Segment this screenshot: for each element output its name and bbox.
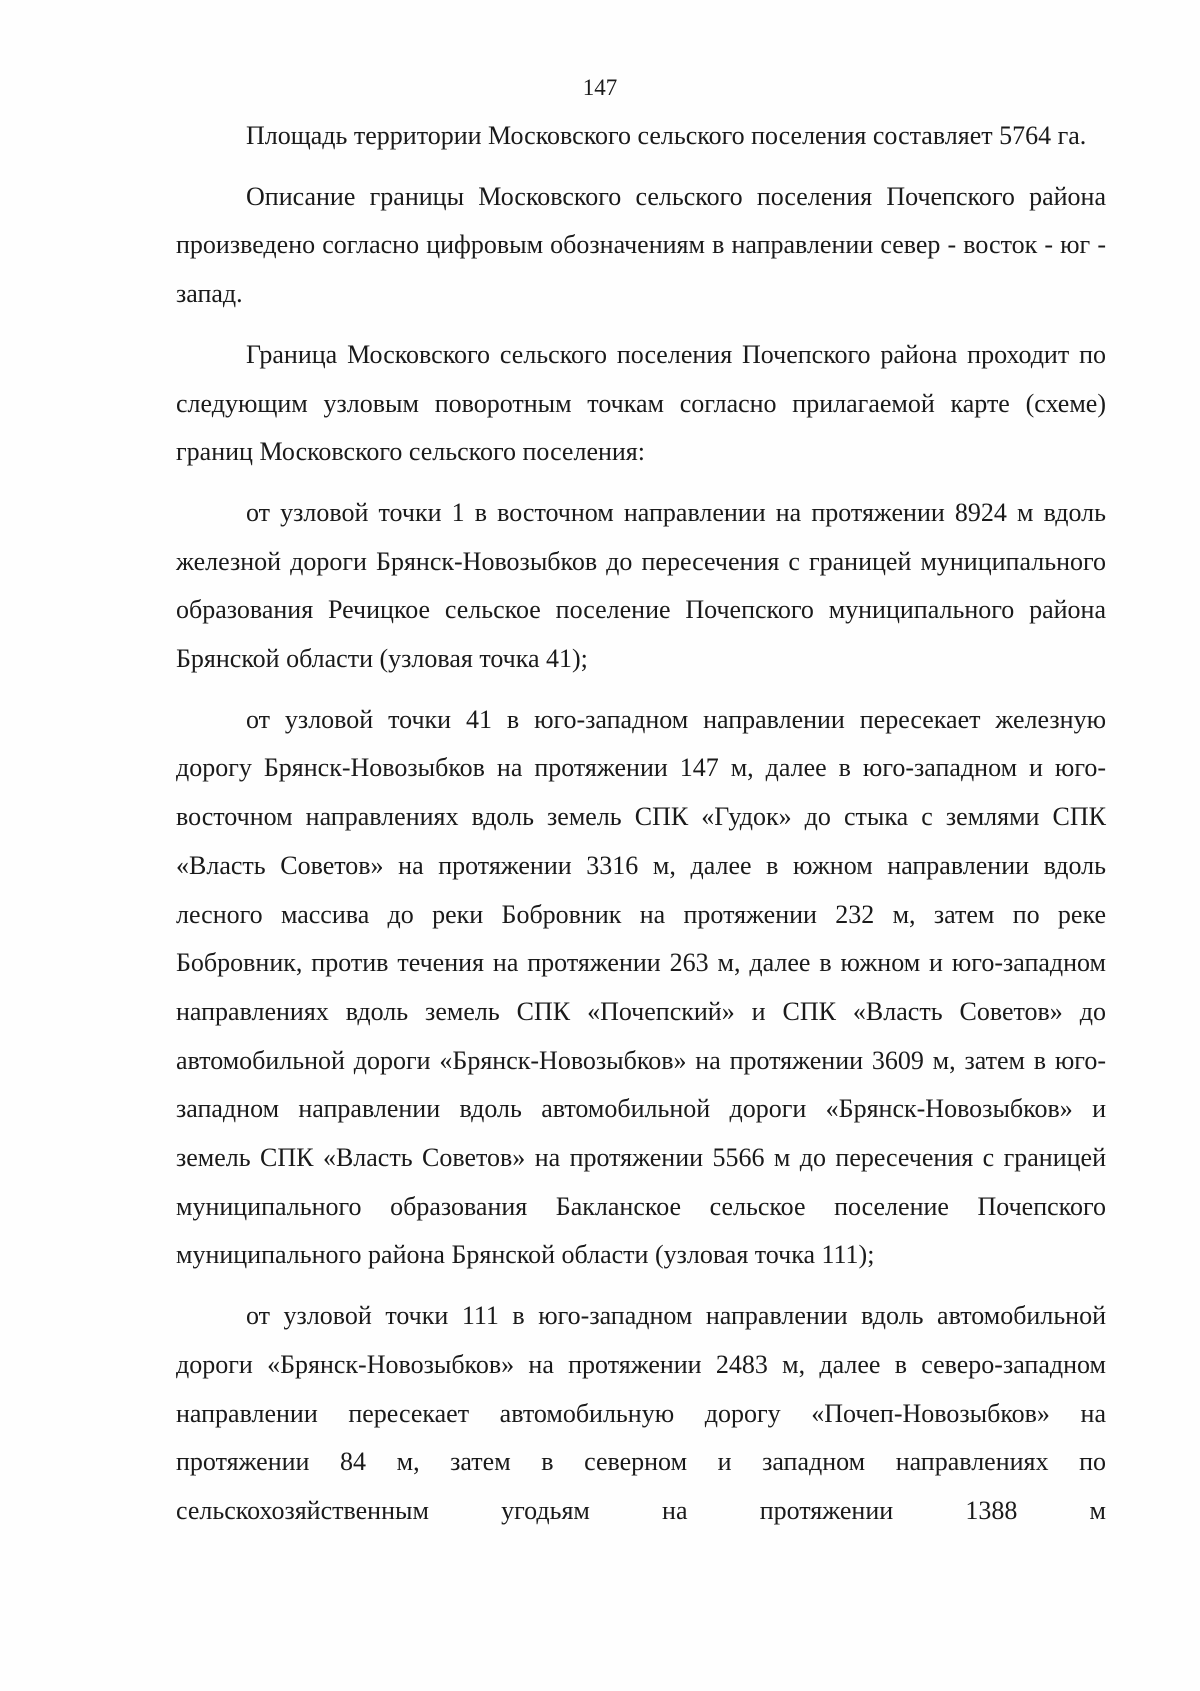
paragraph-segment-41-111: от узловой точки 41 в юго-западном направлении пересекает железную дорогу Брянск-Новозыбков на протяжении 147 м, далее в юго-западном и юго-восточном направлениях вдоль земель СПК «Гудок» до стыка с землями СПК «Власть Советов» на протяжении 3316 м, далее в южном направлении вдоль лесного массива до реки Бобровник на протяжении 232 м, затем по реке Бобровник, против течения на протяжении 263 м, далее в южном и юго-западном направлениях вдоль земель СПК «Почепский» и СПК «Власть Советов» до автомобильной дороги «Брянск-Новозыбков» на протяжении 3609 м, затем в юго-западном направлении вдоль автомобильной дороги «Брянск-Новозыбков» и земель СПК «Власть Советов» на протяжении 5566 м до пересечения с границей муниципального образования Бакланское сельское поселение Почепского муниципального района Брянской области (узловая точка 111); bbox=[176, 704, 1106, 1270]
paragraph-segment-1-41: от узловой точки 1 в восточном направлении на протяжении 8924 м вдоль железной дороги Брянск-Новозыбков до пересечения с границей муниципального образования Речицкое сельское поселение Почепского муниципального района Брянской области (узловая точка 41); bbox=[176, 497, 1106, 674]
paragraph-boundary-intro: Граница Московского сельского поселения Почепского района проходит по следующим узловым поворотным точкам согласно прилагаемой карте (схеме) границ Московского сельского поселения: bbox=[176, 339, 1106, 467]
document-body bbox=[176, 112, 1106, 1536]
paragraph-segment-111: от узловой точки 111 в юго-западном направлении вдоль автомобильной дороги «Брянск-Новозыбков» на протяжении 2483 м, далее в северо-западном направлении пересекает автомобильную дорогу «Почеп-Новозыбков» на протяжении 84 м, затем в северном и западном направлениях по сельскохозяйственным угодьям на протяжении 1388 м bbox=[176, 1301, 1106, 1525]
paragraph-description-method: Описание границы Московского сельского поселения Почепского района произведено согласно цифровым обозначениям в направлении север - восток - юг - запад. bbox=[176, 181, 1106, 309]
paragraph-area: Площадь территории Московского сельского поселения составляет 5764 га. bbox=[246, 121, 1087, 150]
page-number: 147 bbox=[582, 75, 618, 100]
